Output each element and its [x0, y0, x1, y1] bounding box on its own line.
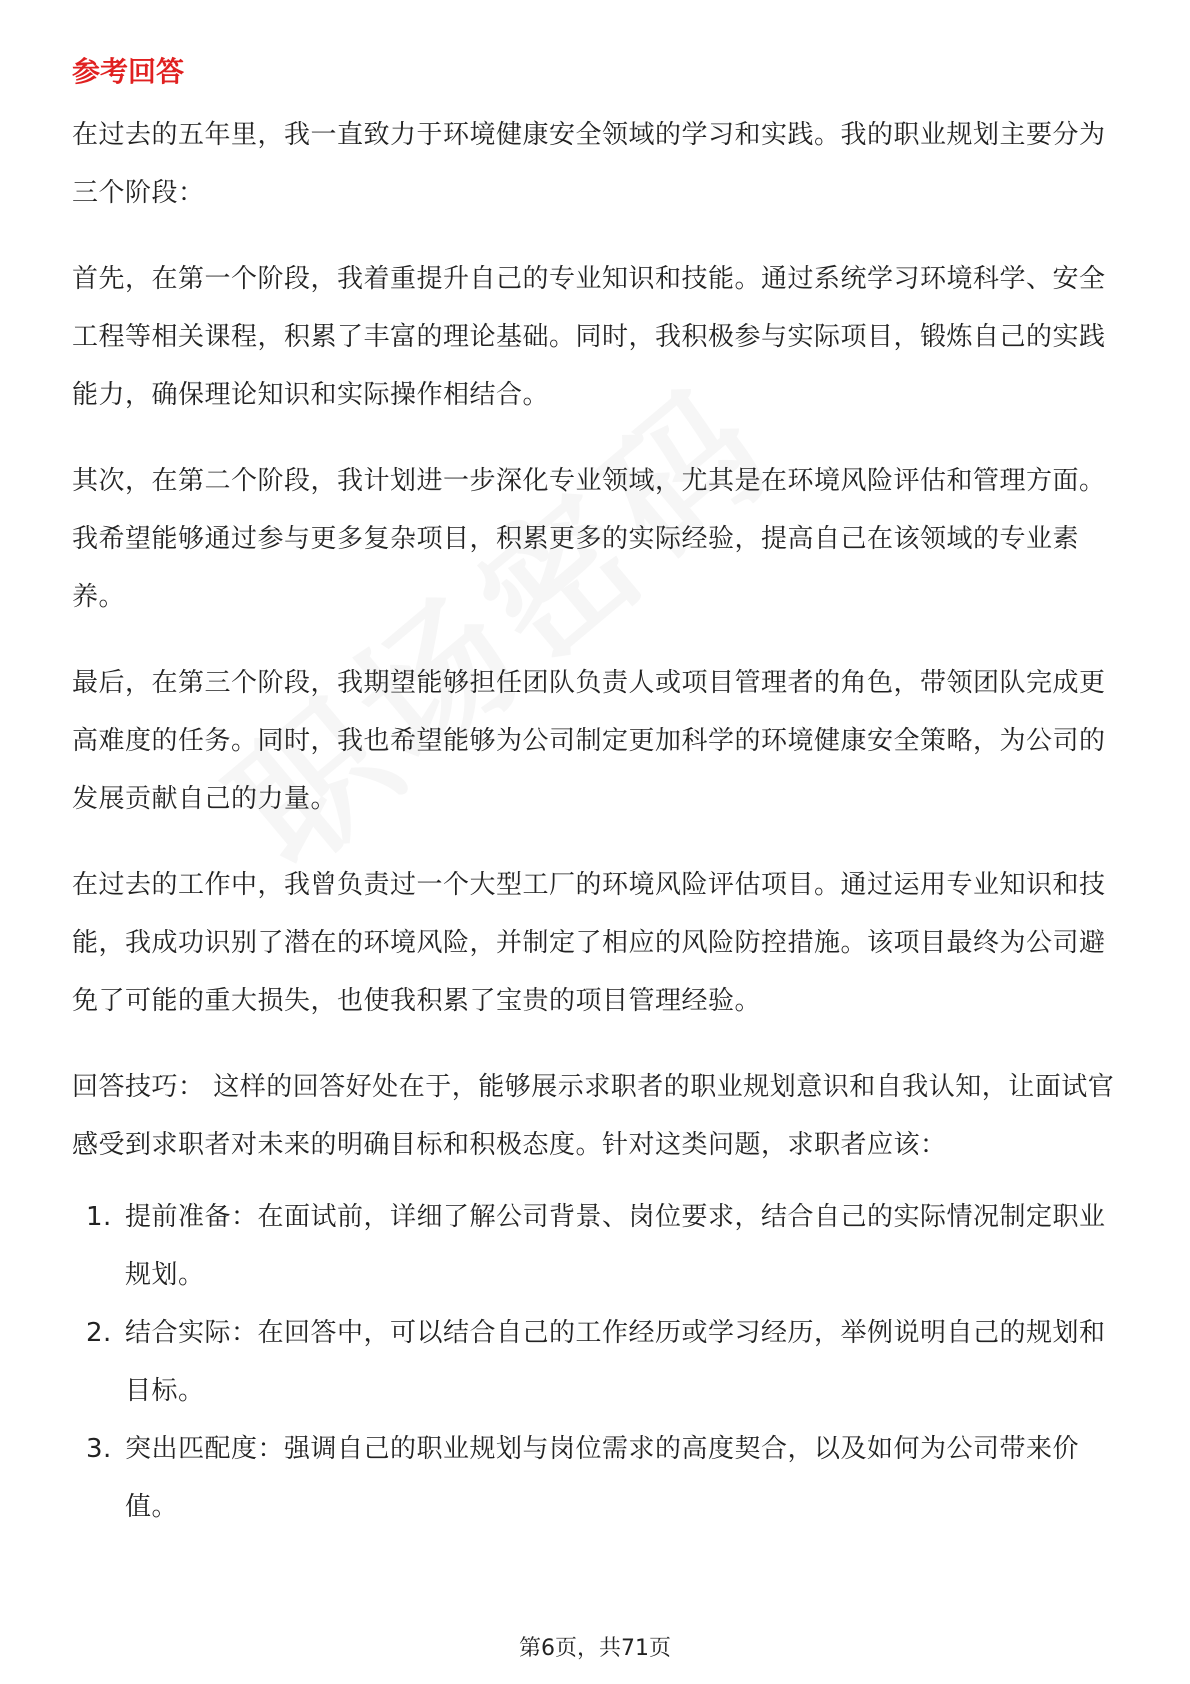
paragraph-stage-one: 首先，在第一个阶段，我着重提升自己的专业知识和技能。通过系统学习环境科学、安全工程等相关课程，积累了丰富的理论基础。同时，我积极参与实际项目，锻炼自己的实践能力，确保理论知识和实际操作相结合。 [72, 264, 1106, 410]
section-title: 参考回答 [72, 55, 185, 88]
list-text: 提前准备：在面试前，详细了解公司背景、岗位要求，结合自己的实际情况制定职业规划。 [125, 1202, 1106, 1290]
list-text: 突出匹配度：强调自己的职业规划与岗位需求的高度契合，以及如何为公司带来价值。 [125, 1434, 1080, 1522]
paragraph-experience: 在过去的工作中，我曾负责过一个大型工厂的环境风险评估项目。通过运用专业知识和技能，我成功识别了潜在的环境风险，并制定了相应的风险防控措施。该项目最终为公司避免了可能的重大损失，也使我积累了宝贵的项目管理经验。 [72, 870, 1106, 1016]
paragraph-intro: 在过去的五年里，我一直致力于环境健康安全领域的学习和实践。我的职业规划主要分为三个阶段： [72, 120, 1106, 208]
list-item [72, 1304, 1122, 1420]
list-text: 结合实际：在回答中，可以结合自己的工作经历或学习经历，举例说明自己的规划和目标。 [125, 1318, 1106, 1406]
list-item [72, 1420, 1122, 1536]
page-number: 第6页，共71页 [519, 1636, 671, 1661]
document-page [72, 48, 1122, 1536]
list-number: 1. [86, 1202, 112, 1232]
list-number: 2. [86, 1318, 112, 1348]
tips-list [72, 1188, 1122, 1536]
list-number: 3. [86, 1434, 112, 1464]
paragraph-stage-three: 最后，在第三个阶段，我期望能够担任团队负责人或项目管理者的角色，带领团队完成更高难度的任务。同时，我也希望能够为公司制定更加科学的环境健康安全策略，为公司的发展贡献自己的力量。 [72, 668, 1106, 814]
paragraph-tips: 回答技巧： 这样的回答好处在于，能够展示求职者的职业规划意识和自我认知，让面试官感受到求职者对未来的明确目标和积极态度。针对这类问题，求职者应该： [72, 1072, 1115, 1160]
list-item [72, 1188, 1122, 1304]
paragraph-stage-two: 其次，在第二个阶段，我计划进一步深化专业领域，尤其是在环境风险评估和管理方面。我希望能够通过参与更多复杂项目，积累更多的实际经验，提高自己在该领域的专业素养。 [72, 466, 1106, 612]
